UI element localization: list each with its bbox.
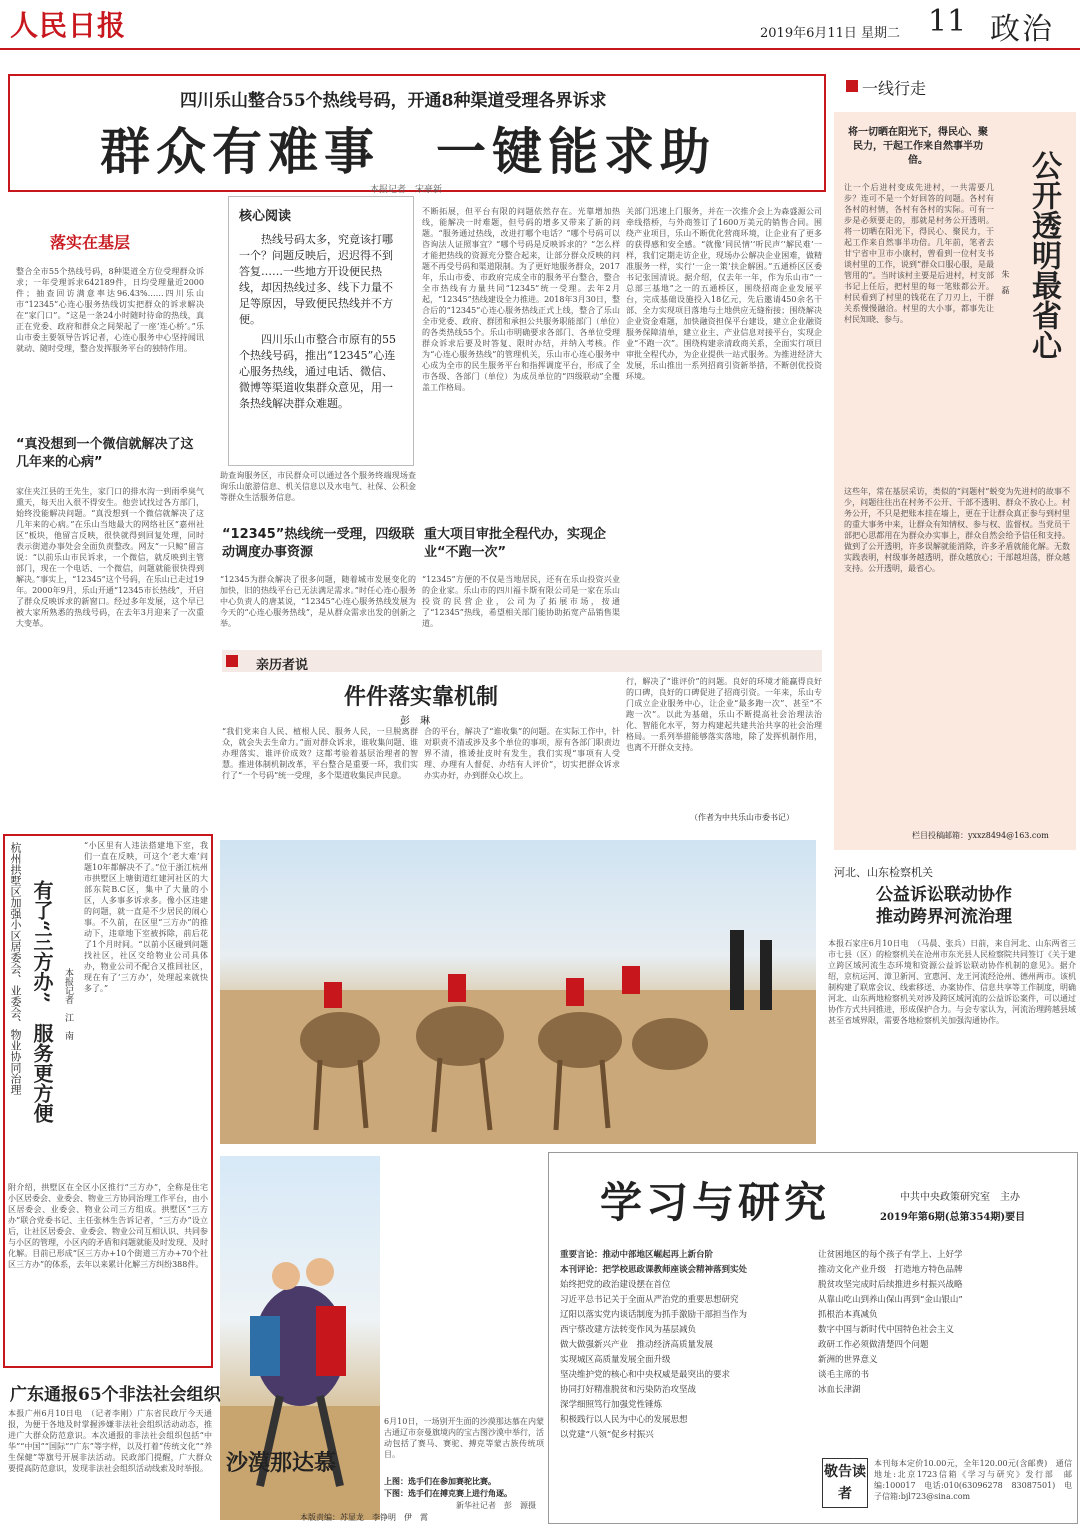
subhead-1: “真没想到一个微信就解决了这几年来的心病” [16, 437, 194, 470]
gd-body: 本报广州6月10日电 （记者李刚）广东省民政厅今天通报，为便于各地及时掌握涉嫌非法社会组织活动动态，推进广大群众防范意识。本次通报的非法社会组织包括“中华”“中国”“国际”“广东”等字样，以及打着“传统文化”“养生保健”等旗号开展非法活动。民政部门提醒，广大群众要提高防范意识，发现非法社会组织活动线索及时举报。 [8, 1409, 212, 1473]
study-toc-left [560, 1248, 810, 1443]
core-reading-box [228, 196, 414, 466]
issue-date: 2019年6月11日 星期二 [760, 26, 901, 41]
qinli-body-1: “我们党来自人民、植根人民、服务人民，一旦脱离群众，就会失去生命力。”面对群众诉求，谁收集问题、谁办理落实、谁评价成效？这都考验着基层治理者的智慧。推进体制机制改革，平台整合是重要一环，我们实行了“一个号码”统一受理，多个渠道收集民声民意。 [222, 727, 418, 780]
sidebar-quote: 将一切晒在阳光下，得民心、聚民力，干起工作来自然事半功倍。 [848, 127, 988, 166]
photo-credit: 新华社记者 彭 源摄 [456, 1501, 536, 1510]
column-tag: 落实在基层 [50, 233, 131, 252]
core-reading-heading: 核心阅读 [239, 209, 292, 224]
hebei-body: 本报石家庄6月10日电 （马晨、张兵）日前，来自河北、山东两省三市七县（区）的检察机关在沧州市东光县人民检察院共同签订《关于建立跨区域河流生态环境和资源公益诉讼联动协作机制的意见》。据介绍，京杭运河、漳卫新河、宣惠河、龙王河流经沧州、德州两市。该机制构建了联席会议、线索移送、办案协作、信息共享等工作制度，明确河北、山东两地检察机关对涉及跨区域河流的公益诉讼案件，可以通过协作方式共同推进，形成保护合力。与会专家认为，河流治理跨越县域甚至省域界限，需要各地检察机关加强沟通协作。 [828, 939, 1076, 1025]
photo-caption-title: 沙漠那达慕 [226, 1450, 337, 1476]
photo-caption: 6月10日，一场别开生面的沙漠那达慕在内蒙古通辽市奈曼旗境内的宝古图沙漠中举行，活动包括了赛马、赛驼、搏克等蒙古族传统项目。 [384, 1417, 544, 1459]
toc-item: 实现城区高质量发展全面升级 [560, 1355, 671, 1365]
toc-item: 始终把党的政治建设摆在首位 [560, 1280, 671, 1290]
lead-body-5: 不断拓展，但平台有限的问题依然存在。光靠增加热线，能解决一时难题，但号码的增多又带来了新的问题。“服务通过热线，改进打哪个电话？”哪个号码可以咨询法人证照事宜？“哪个号码是反映诉求的？”怎么样才能把热线的资源充分整合起来，让部分群众反映的问题不再受号码和渠道限制。为了更好地服务群众，2017年，乐山市委、市政府完成全市的服务平台整合，整合全市热线有力量共同“12345”统一受理。去年2月起，“12345”热线建设全力推进。2018年3月30日，整合后的“12345”心连心服务热线正式上线，整合了乐山全市党委、政府、群团和承担公共服务职能部门（单位）的各类热线55个。乐山市明确要求各部门、各单位受理群众诉求后要及时答复、限时办结，并纳入考核。作为“心连心服务热线”的管理机关，乐山市心连心服务中心成为全市的民生服务平台和指挥调度平台，形成了全市各级、各部门（单位）为成员单位的“四级联动”全覆盖工作格局。 [422, 207, 620, 392]
section-name: 政治 [990, 12, 1054, 47]
sidebar-body-2: 这些年，常在基层采访，类似的“问题村”蜕变为先进村的故事不少，问题往往出在村务不公开、干部不透明、群众不放心上。村务公开，不只是把账本挂在墙上，更在于让群众真正参与到村里的重大事务中来，让群众有知情权、参与权、监督权。当党员干部把心思都用在为群众办实事上，群众自然会给予信任和支持。做到了公开透明，许多误解就能消除，许多矛盾就能化解。无数实践表明，村级事务越透明，群众越放心；干部越坦荡，群众越支持。公开透明，最省心。 [844, 487, 1070, 573]
sidebar-body-1: 让一个后进村变成先进村，一共需要几步？连可不是一个好回答的问题。各村有各村的村情，各村有各村的实际。可有一步是必须要走的，那就是村务公开透明。将一切晒在阳光下，得民心、聚民力，干起工作来自然事半功倍。几年前，笔者去甘宁省中卫市小康村，曾看到一位村支书谈村里的工作，说到“群众口服心服，是最管用的”。当时该村主要是后进村，村支部书记上任后，把村里的每一笔账都公开。村民看到了村里的钱花在了刀刃上，干群关系慢慢融洽。村里的大小事，都事先让村民知晓、参与。 [844, 183, 994, 324]
hebei-title-line1: 公益诉讼联动协作 [876, 885, 1012, 905]
subhead-3: 重大项目审批全程代办，实现企业“不跑一次” [424, 527, 607, 560]
qinli-banner [222, 650, 822, 672]
photo-caption-up: 上图：选手们在参加赛驼比赛。 [384, 1476, 496, 1486]
hangzhou-byline: 本报记者 江 南 [63, 968, 73, 1040]
newspaper-logo: 人民日报 [10, 9, 127, 42]
toc-item: 习近平总书记关于全面从严治党的重要思想研究 [560, 1295, 739, 1305]
photo-caption-down: 下图：选手们在搏克赛上进行角逐。 [384, 1488, 512, 1498]
toc-item: 做大做强新兴产业 推动经济高质量发展 [560, 1340, 714, 1350]
toc-item: 本刊评论：把学校思政课教师座谈会精神落到实处 [560, 1265, 748, 1275]
lead-kicker: 四川乐山整合55个热线号码，开通8种渠道受理各界诉求 [180, 91, 607, 111]
study-issue: 2019年第6期(总第354期)要目 [880, 1212, 1026, 1223]
toc-item: 新洲的世界意义 [818, 1355, 878, 1365]
toc-item: 西宁蔡改建方法转变作风为基层减负 [560, 1325, 697, 1335]
hebei-title-line2: 推动跨界河流治理 [876, 907, 1012, 927]
toc-item: 深学细照笃行加强党性锤炼 [560, 1400, 663, 1410]
hangzhou-body-2: 附介绍，拱墅区在全区小区推行“三方办”，全称是住宅小区居委会、业委会、物业三方协同治理工作平台，由小区居委会、业委会、物业公司三方组成。拱墅区“三方办”联合党委书记、主任张林生告诉记者，“三方办”设立后，让社区居委会、业委会、物业公司互相认识、共同参与小区的管理，小区内的矛盾和问题就能及时发现、及时化解。目前已形成“区三方办+10个街道三方办+70个社区三方办”的体系，去年以来累计化解三方纠纷388件。 [8, 1183, 208, 1269]
core-reading-p1: 热线号码太多，究竟该打哪一个？问题反映后，迟迟得不到答复……一些地方开设便民热线，却因热线过多、线下力量不足等原因，导致便民热线并不方便。 [239, 233, 393, 326]
toc-item: 从靠山吃山到养山保山再到“金山银山” [818, 1295, 963, 1305]
lead-body-3: 助查询服务区，市民群众可以通过各个服务终端现场查询乐山旅游信息、机关信息以及水电气、社保、公积金等群众生活服务信息。 [220, 471, 416, 502]
lead-body-1: 整合全市55个热线号码，8种渠道全方位受理群众诉求；一年受理诉求642189件，日均受理量近2000件；抽查回访满意率达96.43%……四川乐山市“12345”心连心服务热线切实把群众的诉求解决在“家门口”。“这是一条24小时随时待命的热线，真正在党委、政府和群众之间架起了一座‘连心桥’。”乐山市委主要领导告诉记者，心连心服务中心坚持闻讯就动、随时受理，整合发挥服务平台的独特作用。 [16, 267, 204, 353]
toc-item: 数字中国与新时代中国特色社会主义 [818, 1325, 955, 1335]
study-notice: 本刊每本定价10.00元，全年120.00元(含邮费) 通信地址:北京1723信箱《学习与研究》发行部 邮编:100017 电话:010(63096278 83087501) 电子信箱:bjl723@sina.com [874, 1459, 1072, 1501]
sidebar-header: 一线行走 [862, 79, 927, 98]
qinli-body-2: 合的平台，解决了“谁收集”的问题。在实际工作中，针对职责不清或涉及多个单位的事项，原有各部门职责边界不清，推诿扯皮时有发生，我们实现“事项有人受理、办理有人督促、办结有人评价”，切实把群众诉求办实办好，办到群众心坎上。 [424, 727, 620, 780]
hangzhou-body-1: “小区里有人违法搭建地下室，我们一直在反映，可这个‘老大难’问题10年都解决不了。”位于浙江杭州市拱墅区上塘街道红建河社区的大部东院B.C区，集中了大量的小区，人多事多诉求多。像小区违建的问题，就一直是不少居民的闹心事。不久前，在区里“三方办”的推动下，违章地下室被拆除，前后花了1个月时间。“以前小区碰到问题找社区，社区交给物业公司具体办，物业公司不配合又推回社区，现在有了‘三方办’，处理起来就快多了。” [84, 841, 208, 993]
toc-item: 以党建“八领”促乡村振兴 [560, 1430, 654, 1440]
lead-title: 群众有难事 一键能求助 [100, 123, 716, 181]
toc-item: 让贫困地区的每个孩子有学上、上好学 [818, 1250, 963, 1260]
hebei-kicker: 河北、山东检察机关 [834, 866, 933, 879]
toc-item: 积极践行以人民为中心的发展思想 [560, 1415, 688, 1425]
toc-item: 抓根治本真减负 [818, 1310, 878, 1320]
qinli-body-3: 行，解决了“谁评价”的问题。良好的环境才能赢得良好的口碑，良好的口碑促进了招商引资。一年来，乐山专门成立企业服务中心，让企业“最多跑一次”、甚至“不跑一次”。以此为基础，乐山不断提高社会治理法治化、智能化水平，努力构建起共建共治共享的社会治理格局。一系列举措能够落实落地，除了发挥机制作用，也离不开群众支持。 [626, 677, 822, 752]
toc-item: 协同打好精准脱贫和污染防治攻坚战 [560, 1385, 697, 1395]
lead-body-6: “12345”方便的不仅是当地居民，还有在乐山投资兴业的企业家。乐山市的四川福卡斯有限公司是一家在乐山投资的民营企业，公司为了拓展市场，按通了“12345”热线，希望相关部门能协助拓宽产品销售渠道。 [422, 575, 620, 628]
column-flag-icon [846, 80, 858, 92]
sidebar-title: 公开透明最省心 [1026, 150, 1061, 360]
qinli-title: 件件落实靠机制 [344, 684, 499, 710]
toc-item: 辽阳以落实党内谈话制度为抓手激励干部担当作为 [560, 1310, 748, 1320]
gd-title: 广东通报65个非法社会组织 [10, 1385, 221, 1405]
lead-body-7: 关部门迅速上门服务，并在一次推介会上为森盛源公司牵线搭桥，与外商签订了1600万美元的销售合同。围绕产业项目，乐山不断优化营商环境，让企业有了更多的获得感和安全感。“就像‘同民情’‘听民声’‘解民难’一样，我们定期走访企业，现场办公解决企业困难，做精准服务一样，实行‘一企一策’扶企解困。”五通桥区区委书记张国清说。据介绍，仅去年一年，作为乐山市“一总部三基地”之一的五通桥区，围绕招商企业发展平台，完成基础设施投入18亿元，先后邀请450余名干部、全力实现项目落地与土地供应无缝衔接；围绕解决企业资金难题，加快融资担保平台建设，建立企业融资服务保障清单，建立业主、产业信息对接平台，实现企业“不跑一次”。围绕构建亲清政商关系，全面实行项目审批全程代办，为企业提供一站式服务。为推进经济大发展，乐山推出一系列招商引资新举措，不断创优投资环境。 [626, 207, 822, 381]
study-org: 中共中央政策研究室 主办 [900, 1192, 1020, 1203]
qinli-author: 彭 琳 [400, 716, 430, 727]
sidebar-author: 朱 磊 [1001, 270, 1010, 294]
masthead [0, 0, 1080, 50]
gd-lead: 本报广州6月10日电 （记者李刚）广东省民政厅今天通报，为便于各地及时掌握涉嫌非法社会组织活动动态，推进广大群众防范意识。 [8, 1409, 212, 1440]
notice-label: 敬告读者 [822, 1458, 868, 1508]
sidebar-footer: 栏目投稿邮箱：yxxz8494@163.com [912, 831, 1049, 840]
camel-race-photo [220, 840, 816, 1144]
core-reading-p2: 四川乐山市整合市原有的55个热线号码，推出“12345”心连心服务热线，通过电话、微信、微博等渠道收集群众意见，用一条热线解决群众难题。 [239, 333, 396, 410]
page-number: 11 [928, 4, 967, 39]
lead-byline: 本报记者 宋豪新 [370, 185, 443, 195]
hebei-lead: 本报石家庄6月10日电 （马晨、张兵）日前，来自河北、山东两省三市七县（区）的检察机关在沧州市东光县人民检察院共同签订《关于建立跨区域河流生态环境和资源公益诉讼联动协作机制的意见》。 [828, 939, 1076, 970]
toc-item: 谈毛主席的书 [818, 1370, 870, 1380]
toc-item: 坚决维护党的核心和中央权威是最突出的要求 [560, 1370, 731, 1380]
hangzhou-kicker: 杭州拱墅区加强小区居委会、业委会、物业协同治理 [9, 842, 22, 1095]
qinli-label: 亲历者说 [256, 658, 309, 673]
toc-item: 推动文化产业升级 打造地方特色品牌 [818, 1265, 963, 1275]
subhead-2: “12345”热线统一受理，四级联动调度办事资源 [222, 527, 415, 560]
toc-item: 重要言论：推动中部地区崛起再上新台阶 [560, 1250, 714, 1260]
study-toc-right [818, 1248, 1072, 1398]
study-logo: 学习与研究 [600, 1178, 831, 1227]
hangzhou-title: 有了“三方办” 服务更方便 [30, 880, 54, 1124]
toc-item: 政研工作必须做清楚四个问题 [818, 1340, 929, 1350]
page-editors: 本版责编：苏显龙 李铮明 伊 霄 [300, 1513, 428, 1522]
lead-body-4: “12345为群众解决了很多问题，随着城市发展变化的加快，旧的热线平台已无法满足需求。”时任心连心服务中心负责人的唐某说，“12345”心连心服务热线发展为今天的“心连心服务热线”，是从群众需求出发的创新之举。 [220, 575, 416, 628]
toc-item: 冰血长津湖 [818, 1385, 861, 1395]
toc-item: 脱贫攻坚完成时后续推进乡村振兴战略 [818, 1280, 963, 1290]
square-icon [226, 655, 238, 667]
lead-body-2: 家住夹江县的王先生，家门口的排水沟一到雨季臭气熏天，每天出入很不得安生。他尝试找过各方部门，始终没能解决问题。“真没想到一个微信就解决了这几年来的心病。”在乐山当地最大的网络社区“嘉州社区”板块，他留言反映，很快就得到回复处理，同时表示街道办事处会全面负责整改。网友“一只鲸”留言说：“以前乐山市民诉求，一个微信，就反映到主管部门，现在一个电话、一个微信，问题就能很快得到解决。”事实上，“12345”这个号码，在乐山已走过19年。2000年9月，乐山开通“12345市长热线”，开启了群众反映诉求的新窗口。经过多年发展，这个早已被大家所熟悉的热线号码，在去年3月迎来了一次重大变革。 [16, 487, 204, 628]
qinli-note: （作者为中共乐山市委书记） [690, 813, 794, 822]
